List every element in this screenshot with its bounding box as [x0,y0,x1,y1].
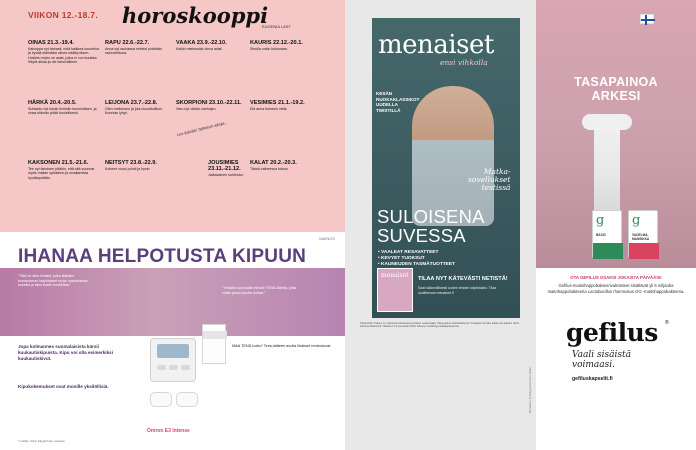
cover-model [412,86,494,226]
gefilus-offer-text: Gefilus-maitoihappobakteerivalmisteet sisältävät yli 5 miljardia maitohappobakteeria Lactobacillus rhamnosus GG -maitohappobakteeria. [547,283,685,294]
sign-name: HÄRKÄ 20.4.-20.5. [28,100,77,106]
article-body-right: Mikä TENS-hoito? Tens-laitteen avulla lihakset rentoutuvat. [232,344,332,348]
sign-name: VAAKA 23.9.-22.10. [176,40,227,46]
horoscope-author: EUGENIA LAST [262,24,291,29]
article-lead-2: Kipukokemukset ovat monille yksilöllisiä. [18,384,109,389]
quote-right: ”Yhdistin suunnalla minulle TENS-laitetta, jotta voisin jossa lopulta hoitaa.” [222,286,296,295]
cover-headline: SULOISENA SUVESSA [377,206,485,246]
sign-name: JOUSIMIES 23.11.-21.12. [208,160,241,172]
sign-text: Varo nyt vähän vanhojen. [176,107,217,111]
horoscope-page [0,0,345,232]
device-button [157,365,166,370]
sign-kalat [250,160,324,171]
tens-device [150,338,196,382]
sign-text: Tässä vaiheessa totuus. [250,167,289,171]
registered-mark: ® [665,320,669,326]
quote-left: ”Tätä on aika ihmisiä, jotka lääkärin tunnustamat harjoitukset myös mainoksissa kokeilla ja siksi koetin koskettaa.” [18,274,88,288]
pack-label: BASIC [596,233,606,237]
pack-band [593,243,623,259]
horoscope-title: horoskooppi [122,3,269,28]
sign-text: Kaivoppa nyt tarkasti, mitä kaikkea kuuntelut ja hyvää elämääsi olevia sisältyviksen. Hoidetu myös ne asiat, jotka ei voi muuttaa. Käytä aikaa ja ole kärsivällinen. [28,47,99,65]
pack-logo-glyph: g [596,213,605,228]
sign-name: NEITSYT 23.8.-22.9. [105,160,157,166]
finnish-flag-icon [640,14,654,24]
pack-band [629,243,659,259]
sign-name: LEIJONA 23.7.-22.8. [105,100,158,106]
advert-tag: MAINOS [319,236,335,241]
sign-oinas [28,40,102,65]
fine-print: Tilausehdot: Tarjous on voimassa toistaiseksi ja koskee uusia tilaajia. Tilaus jatkuu kestotilauksena. Tuotteiden toimitus alkaa noin kahden viikon kuluttua tilauksesta. Tilauksen voi peruuttaa milloin tahansa. Lisätietoja asiakaspalvelusta. [360,322,520,329]
sign-vaaka [176,40,244,51]
sign-skorpioni [176,100,244,111]
sign-text: Sinulla onkin kokonaan. [250,47,288,51]
pack-logo-glyph: g [632,213,641,228]
sign-text: Kaikki mielessäsi oleva asiat. [176,47,223,51]
sign-text: Kokeen vuosi pohdi ja hyvin. [105,167,151,171]
product-box [202,324,226,364]
sign-text: Olen melkeinen ja juhu kuusikolikon. Kunnian lyhyt. [105,107,164,116]
article-lead: Jopa kolmannes suomalaisista kärsii kuukautiskipuista. Kipu voi olla esimerkiksi kuukautiskivut. [18,344,113,361]
device-button [181,365,190,370]
sign-name: RAPU 22.6.-22.7. [105,40,150,46]
cover-teaser-food: KESÄN RUOKAKLASSIKOT UUDELLA TWISTILLÄ [376,91,420,113]
product-box-stripe [203,331,227,339]
cover-bullet: • KEVYET TUOKSUT [378,255,425,261]
pack-label: VADELMA-MANSIKKA [632,233,650,241]
gefilus-headline: TASAPAINOA ARKESI [574,75,658,103]
electrode-pad [176,392,198,407]
gefilus-ad [536,0,696,450]
product-pack-basic [592,210,622,258]
advertorial-page [0,232,345,450]
mini-cover [377,268,413,312]
subscribe-heading: TILAA NYT KÄTEVÄSTI NETISTÄ! [418,276,508,282]
horoscope-doodle: Leo ikävää! Tahtoisin aikoja... [176,119,229,138]
sign-name: SKORPIONI 23.10.-22.11. [176,100,242,106]
subscribe-text: Saat säännöllisesti uuden lehden käytössäsi. Tilaa osoitteessa menaiset.fi [418,286,497,295]
cover-bullet: • VAALEAT RESAVATTEET [378,250,439,255]
sign-name: VESIMIES 21.1.-19.2. [250,100,305,106]
sign-name: OINAS 21.3.-19.4. [28,40,75,46]
sign-kauris [250,40,324,51]
device-caption: Omron E3 Intense [147,428,190,434]
sign-name: KALAT 20.2.-20.3. [250,160,297,166]
cover-bullet: • KAUNEUDEN TASMÄTUOTTEET [378,261,456,267]
sign-text: Anna nyt rauhassa mielesi pidetään rauhoitettuna. [105,47,162,56]
device-screen [157,344,189,358]
device-button [169,365,178,370]
sign-text: Jatkavainen suhteutsi. [208,173,244,177]
article-title: IHANAA HELPOTUSTA KIPUUN [18,246,307,267]
quote-band [0,268,345,336]
sign-vesimies [250,100,324,111]
gefilus-offer: OTA GEFILUS OSAKSI JOKAISTA PÄIVÄÄSI! [570,275,662,280]
sign-text: Tee nyt tietoinen päätös, että sitä suunnat myös mailan opiskelun ja oivaltamista hyväksyntään. [28,167,95,180]
vertical-note [528,318,536,418]
sign-text: Suhtautu nyt toisiin ihmisiin kunnioittaen, ja vinsa elämän pitää huolellisesti. [28,107,97,116]
sign-rapu [105,40,173,56]
sign-name: KAKSONEN 21.5.-21.6. [28,160,89,166]
cover-teaser-travel: Matka- sovellukset testissä [468,167,511,192]
sign-leijona [105,100,173,116]
cover-bullets [378,250,455,268]
sign-kaksonen [28,160,102,180]
magazine-cover [372,18,520,318]
article-footnote: *) Lähde: Kivun Käypä hoito -suositus. [18,439,66,443]
magazine-tagline: ensi vihkolla [440,58,488,67]
vertical-note-text: Menaiset • ilmestyy joka toinen viikko [528,366,532,413]
electrode-pad [150,392,172,407]
sign-neitsyt [105,160,173,171]
gefilus-slogan: Vaali sisäistä voimaasi. [572,350,631,371]
sign-harka [28,100,102,116]
horoscope-weeks: VIIKON 12.-18.7. [28,10,98,20]
product-pack-berry [628,210,658,258]
mini-cover-logo: menaiset [381,272,409,279]
sign-text: Elä anna toimeen vielä. [250,107,288,111]
gefilus-url[interactable]: gefiluskapselit.fi [572,376,613,382]
sign-name: KAURIS 22.12.-20.1. [250,40,303,46]
gefilus-logo: gefilus [566,318,658,347]
magazine-logo: menaiset [378,30,494,60]
